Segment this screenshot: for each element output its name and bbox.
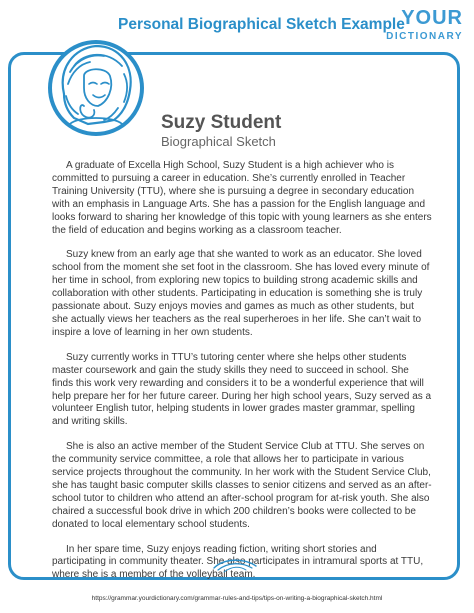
document-subtitle: Biographical Sketch: [161, 134, 276, 149]
page-title: Personal Biographical Sketch Example: [118, 16, 405, 33]
person-name: Suzy Student: [161, 112, 282, 133]
source-url-link[interactable]: https://grammar.yourdictionary.com/grammar-rules-and-tips/tips-on-writing-a-biographical-sketch.html: [91, 595, 383, 602]
paragraph: Suzy currently works in TTU’s tutoring center where she helps other students master coursework and gain the study skills they need to succeed in school. She finds this work very rewarding and considers it to be a wonderful experience that will help prepare her for her future career. During her high school years, Suzy served as a volunteer English tutor, helping students in lower grades master grammar, spelling and writing skills.: [52, 351, 432, 428]
biography-body: [52, 160, 432, 594]
yourdictionary-logo[interactable]: [383, 8, 463, 48]
portrait-illustration-icon: [44, 32, 148, 144]
paragraph: In her spare time, Suzy enjoys reading fiction, writing short stories and participating in community theater. She also participates in intramural sports at TTU, where she is a member of the volleyball team.: [52, 543, 424, 581]
wave-flourish-icon: [210, 556, 260, 574]
paragraph: Suzy knew from an early age that she wanted to work as an educator. She loved school from the moment she set foot in the classroom. She has loved every minute of her time in school, from exploring new topics to building strong academic skills and collaboration with other students. Participating in education is something she is truly passionate about. Suzy enjoys movies and games as much as other students, but she actually views her teachers as the real superheroes in her life. She can’t wait to inspire a love of learning in her own students.: [52, 249, 430, 338]
paragraph: A graduate of Excella High School, Suzy Student is a high achiever who is committed to pursuing a career in education. She’s currently enrolled in Teacher Training University (TTU), where she is pursuing a degree in secondary education with an emphasis in Language Arts. She has a passion for the English language and looks forward to sharing her knowledge of this topic with young learners as she enters the field of education and begins working as a classroom teacher.: [52, 160, 432, 236]
paragraph: She is also an active member of the Student Service Club at TTU. She serves on the community service committee, a role that allows her to participate in various service projects throughout the community. In her work with the Student Service Club, she has taught basic computer skills classes to senior citizens and served as an after-school tutor to children who attend an after-school program for at-risk youth. She also chaired a successful book drive in which 200 children’s books were collected to be donated to local elementary school students.: [52, 441, 432, 530]
logo-line-your: YOUR: [401, 7, 463, 29]
logo-line-dictionary: DICTIONARY: [386, 31, 463, 42]
